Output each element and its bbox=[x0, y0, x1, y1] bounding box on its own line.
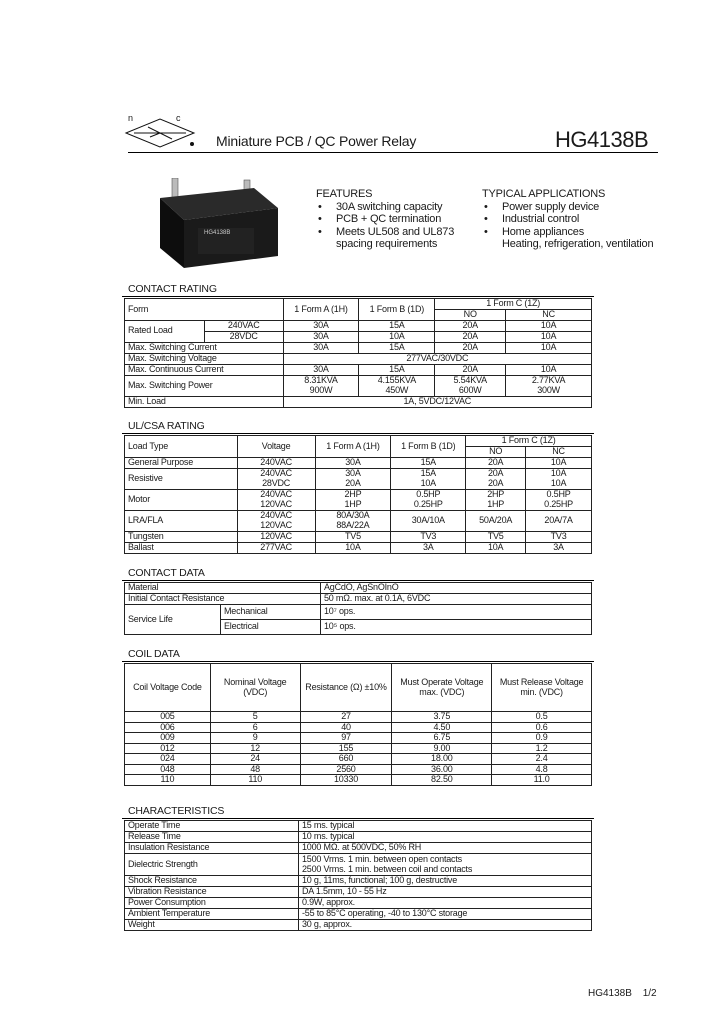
feature-item: spacing requirements bbox=[336, 237, 438, 250]
application-item: • Industrial control bbox=[482, 213, 653, 225]
cell: 4.50 bbox=[392, 722, 492, 733]
cell: 50A/20A bbox=[466, 510, 526, 531]
coil-data-title: COIL DATA bbox=[128, 648, 180, 660]
cell: 1 Form C (1Z) bbox=[435, 299, 592, 310]
cell-line: 2HP bbox=[344, 489, 362, 499]
cell: 005 bbox=[125, 712, 211, 723]
cell: 40 bbox=[300, 722, 392, 733]
cell: 24 bbox=[210, 754, 300, 765]
relay-label-text: HG4138B bbox=[204, 230, 231, 236]
cell: 1000 MΩ. at 500VDC, 50% RH bbox=[299, 843, 592, 854]
cell bbox=[391, 468, 466, 489]
cell-line: 30A bbox=[345, 468, 361, 478]
features-title: FEATURES bbox=[316, 188, 373, 200]
cell-line: 28VDC bbox=[262, 477, 291, 488]
cell: TV3 bbox=[526, 531, 592, 542]
cell: Operate Time bbox=[125, 821, 299, 832]
cell bbox=[299, 854, 592, 876]
cell: Dielectric Strength bbox=[125, 854, 299, 876]
cell: 10A bbox=[466, 542, 526, 553]
cell: 30A/10A bbox=[391, 510, 466, 531]
contact-rating-title: CONTACT RATING bbox=[128, 283, 217, 295]
cell: 10 ms. typical bbox=[299, 832, 592, 843]
cell: 009 bbox=[125, 733, 211, 744]
cell-line: 600W bbox=[458, 384, 482, 395]
cell: 97 bbox=[300, 733, 392, 744]
cell bbox=[237, 489, 315, 510]
cell-line: 120VAC bbox=[260, 498, 292, 509]
cell-line: 2500 Vrms. 1 min. between coil and contacts bbox=[302, 863, 473, 874]
cell bbox=[435, 375, 506, 396]
cell-line: 10A bbox=[550, 468, 567, 478]
coil-header: Must Operate Voltage max. (VDC) bbox=[392, 664, 492, 712]
cell: 10A bbox=[506, 342, 592, 353]
cell: AgCdO, AgSnOInO bbox=[321, 583, 592, 594]
cell bbox=[237, 468, 315, 489]
cell-line: 10A bbox=[550, 477, 567, 488]
cell-line: 300W bbox=[537, 384, 560, 395]
cell: TV5 bbox=[466, 531, 526, 542]
cell: 30A bbox=[283, 342, 359, 353]
cell: 024 bbox=[125, 754, 211, 765]
cell: Ballast bbox=[125, 542, 238, 553]
section-rule bbox=[122, 296, 594, 297]
section-rule bbox=[122, 580, 594, 581]
cell-line: 8.31KVA bbox=[304, 375, 338, 385]
contact-data-table bbox=[124, 582, 592, 635]
model-number: HG4138B bbox=[555, 127, 649, 152]
table-row bbox=[125, 764, 592, 775]
cell: Max. Continuous Current bbox=[125, 364, 284, 375]
cell: Material bbox=[125, 583, 321, 594]
cell bbox=[237, 510, 315, 531]
section-rule bbox=[122, 661, 594, 662]
cell: 15A bbox=[359, 320, 435, 331]
cell-line: 0.25HP bbox=[544, 498, 573, 509]
cell: 30 g, approx. bbox=[299, 920, 592, 931]
cell: 6.75 bbox=[392, 733, 492, 744]
cell: 1 Form B (1D) bbox=[391, 436, 466, 458]
cell: 10⁵ ops. bbox=[321, 620, 592, 635]
cell bbox=[315, 510, 391, 531]
cell: Min. Load bbox=[125, 396, 284, 407]
cell: Motor bbox=[125, 489, 238, 510]
cell: 4.8 bbox=[492, 764, 592, 775]
cell: 2560 bbox=[300, 764, 392, 775]
cell: NO bbox=[466, 447, 526, 458]
cell: Mechanical bbox=[221, 605, 321, 620]
page-footer bbox=[588, 988, 657, 999]
cell: Ambient Temperature bbox=[125, 909, 299, 920]
cell: 10⁷ ops. bbox=[321, 605, 592, 620]
cell: 20A bbox=[435, 331, 506, 342]
cell: 30A bbox=[283, 364, 359, 375]
cell: 110 bbox=[210, 775, 300, 786]
cell-line: 1HP bbox=[344, 498, 362, 509]
cell bbox=[466, 468, 526, 489]
cell: 5 bbox=[210, 712, 300, 723]
cell bbox=[283, 375, 359, 396]
table-row bbox=[125, 733, 592, 744]
cell: 48 bbox=[210, 764, 300, 775]
cell: 15A bbox=[359, 342, 435, 353]
cell: 0.9 bbox=[492, 733, 592, 744]
cell: Service Life bbox=[125, 605, 221, 635]
cell-line: 5.54KVA bbox=[453, 375, 487, 385]
cell: 1A, 5VDC/12VAC bbox=[283, 396, 591, 407]
ul-rating-table bbox=[124, 435, 592, 554]
cell: Weight bbox=[125, 920, 299, 931]
cell: Resistive bbox=[125, 468, 238, 489]
cell: 36.00 bbox=[392, 764, 492, 775]
characteristics-title: CHARACTERISTICS bbox=[128, 805, 225, 817]
cell: Voltage bbox=[237, 436, 315, 458]
cell: 240VAC bbox=[237, 457, 315, 468]
cell: NO bbox=[435, 310, 506, 321]
cell: NC bbox=[526, 447, 592, 458]
cell: Insulation Resistance bbox=[125, 843, 299, 854]
cell: 277VAC/30VDC bbox=[283, 353, 591, 364]
application-item: • Power supply device bbox=[482, 201, 653, 213]
coil-header: Must Release Voltage min. (VDC) bbox=[492, 664, 592, 712]
contact-data-title: CONTACT DATA bbox=[128, 567, 205, 579]
cell-line: 20A bbox=[345, 477, 361, 488]
cell: 3A bbox=[391, 542, 466, 553]
cell: 012 bbox=[125, 743, 211, 754]
cell: Release Time bbox=[125, 832, 299, 843]
cell: Shock Resistance bbox=[125, 876, 299, 887]
cell: DA 1.5mm, 10 - 55 Hz bbox=[299, 887, 592, 898]
table-row bbox=[125, 743, 592, 754]
cell: 1 Form A (1H) bbox=[283, 299, 359, 321]
cell-line: 2.77KVA bbox=[531, 375, 566, 385]
cell: 27 bbox=[300, 712, 392, 723]
coil-header: Coil Voltage Code bbox=[125, 664, 211, 712]
cell: 10A bbox=[315, 542, 391, 553]
cell: 10A bbox=[359, 331, 435, 342]
application-item: Heating, refrigeration, ventilation bbox=[502, 237, 654, 250]
cell: General Purpose bbox=[125, 457, 238, 468]
cell: 20A bbox=[435, 320, 506, 331]
cell: 1.2 bbox=[492, 743, 592, 754]
cell: 10330 bbox=[300, 775, 392, 786]
contact-rating-table bbox=[124, 298, 592, 408]
header-rule bbox=[128, 152, 658, 153]
cell: Max. Switching Voltage bbox=[125, 353, 284, 364]
cell-line: 240VAC bbox=[260, 510, 292, 520]
applications-title: TYPICAL APPLICATIONS bbox=[482, 188, 606, 200]
cell: Initial Contact Resistance bbox=[125, 594, 321, 605]
table-row bbox=[125, 754, 592, 765]
cell: 2.4 bbox=[492, 754, 592, 765]
cell: 3A bbox=[526, 542, 592, 553]
cell: Max. Switching Current bbox=[125, 342, 284, 353]
cell-line: 0.5HP bbox=[416, 489, 441, 499]
cell bbox=[466, 489, 526, 510]
cell: Max. Switching Power bbox=[125, 375, 284, 396]
cell: 10A bbox=[506, 331, 592, 342]
cell: 15A bbox=[359, 364, 435, 375]
table-row bbox=[125, 712, 592, 723]
cell-line: 20A bbox=[487, 468, 504, 478]
cell: 9 bbox=[210, 733, 300, 744]
cell: 660 bbox=[300, 754, 392, 765]
cell: 3.75 bbox=[392, 712, 492, 723]
cell: 10A bbox=[506, 364, 592, 375]
cell: Tungsten bbox=[125, 531, 238, 542]
cell: 30A bbox=[283, 320, 359, 331]
cell: 1 Form B (1D) bbox=[359, 299, 435, 321]
application-item: • Home appliances bbox=[482, 226, 653, 238]
cell: LRA/FLA bbox=[125, 510, 238, 531]
cell: Rated Load bbox=[125, 320, 205, 342]
cell: 15 ms. typical bbox=[299, 821, 592, 832]
cell: 82.50 bbox=[392, 775, 492, 786]
cell: TV5 bbox=[315, 531, 391, 542]
cell: Form bbox=[125, 299, 284, 321]
cell: 1 Form C (1Z) bbox=[466, 436, 592, 447]
cell: 20A/7A bbox=[526, 510, 592, 531]
cell bbox=[315, 489, 391, 510]
cell-line: 20A bbox=[487, 477, 504, 488]
cell: 18.00 bbox=[392, 754, 492, 765]
page-number: 1/2 bbox=[642, 988, 657, 999]
cell-line: 0.5HP bbox=[546, 489, 571, 499]
cell-line: 240VAC bbox=[260, 468, 292, 478]
characteristics-table bbox=[124, 820, 592, 931]
ul-rating-title: UL/CSA RATING bbox=[128, 420, 205, 432]
footer-model: HG4138B bbox=[588, 988, 632, 999]
cell: Electrical bbox=[221, 620, 321, 635]
cell: 6 bbox=[210, 722, 300, 733]
cell: 11.0 bbox=[492, 775, 592, 786]
cell: 110 bbox=[125, 775, 211, 786]
cell: 240VAC bbox=[204, 320, 283, 331]
cell-line: 240VAC bbox=[260, 489, 292, 499]
cell: 155 bbox=[300, 743, 392, 754]
cell-line: 0.25HP bbox=[413, 498, 443, 509]
cell-line: 10A bbox=[420, 477, 436, 488]
cell-line: 88A/22A bbox=[336, 519, 370, 530]
cell: 20A bbox=[435, 342, 506, 353]
coil-header: Resistance (Ω) ±10% bbox=[300, 664, 392, 712]
feature-item: • Meets UL508 and UL873 bbox=[316, 226, 454, 238]
cell-line: 4.155KVA bbox=[377, 375, 416, 385]
logo-letter-n: n bbox=[128, 113, 134, 123]
cell: 50 mΩ. max. at 0.1A, 6VDC bbox=[321, 594, 592, 605]
coil-data-table bbox=[124, 663, 592, 786]
cell bbox=[526, 489, 592, 510]
cell-line: 900W bbox=[309, 384, 333, 395]
cell: 006 bbox=[125, 722, 211, 733]
logo-letter-c: c bbox=[176, 113, 181, 123]
cell: 10A bbox=[506, 320, 592, 331]
cell-line: 450W bbox=[385, 384, 409, 395]
cell: 1 Form A (1H) bbox=[315, 436, 391, 458]
company-logo bbox=[120, 113, 200, 151]
cell: 9.00 bbox=[392, 743, 492, 754]
cell: 10A bbox=[526, 457, 592, 468]
cell bbox=[315, 468, 391, 489]
cell: NC bbox=[506, 310, 592, 321]
cell: TV3 bbox=[391, 531, 466, 542]
feature-item: • PCB + QC termination bbox=[316, 213, 454, 225]
cell: 20A bbox=[435, 364, 506, 375]
applications-block bbox=[482, 188, 653, 250]
coil-header: Nominal Voltage (VDC) bbox=[210, 664, 300, 712]
cell-line: 1500 Vrms. 1 min. between open contacts bbox=[302, 854, 462, 864]
cell: 0.6 bbox=[492, 722, 592, 733]
relay-product-image bbox=[158, 178, 280, 270]
cell-line: 1HP bbox=[487, 498, 505, 509]
cell: 120VAC bbox=[237, 531, 315, 542]
features-block bbox=[316, 188, 454, 250]
cell bbox=[526, 468, 592, 489]
cell-line: 2HP bbox=[487, 489, 505, 499]
cell: 10 g, 11ms, functional; 100 g, destructive bbox=[299, 876, 592, 887]
cell: 28VDC bbox=[204, 331, 283, 342]
cell: Load Type bbox=[125, 436, 238, 458]
cell: 0.9W, approx. bbox=[299, 898, 592, 909]
section-rule bbox=[122, 818, 594, 819]
cell: -55 to 85°C operating, -40 to 130°C storage bbox=[299, 909, 592, 920]
cell: Vibration Resistance bbox=[125, 887, 299, 898]
cell: 30A bbox=[315, 457, 391, 468]
table-row bbox=[125, 775, 592, 786]
section-rule bbox=[122, 433, 594, 434]
cell: 30A bbox=[283, 331, 359, 342]
cell bbox=[506, 375, 592, 396]
table-row bbox=[125, 722, 592, 733]
cell-line: 120VAC bbox=[260, 519, 292, 530]
cell: Power Consumption bbox=[125, 898, 299, 909]
cell-line: 80A/30A bbox=[336, 510, 370, 520]
cell: 20A bbox=[466, 457, 526, 468]
cell: 277VAC bbox=[237, 542, 315, 553]
cell bbox=[359, 375, 435, 396]
feature-item: • 30A switching capacity bbox=[316, 201, 454, 213]
cell: 15A bbox=[391, 457, 466, 468]
document-subtitle: Miniature PCB / QC Power Relay bbox=[216, 133, 417, 149]
cell: 0.5 bbox=[492, 712, 592, 723]
cell-line: 15A bbox=[420, 468, 436, 478]
cell: 12 bbox=[210, 743, 300, 754]
cell: 048 bbox=[125, 764, 211, 775]
cell bbox=[391, 489, 466, 510]
